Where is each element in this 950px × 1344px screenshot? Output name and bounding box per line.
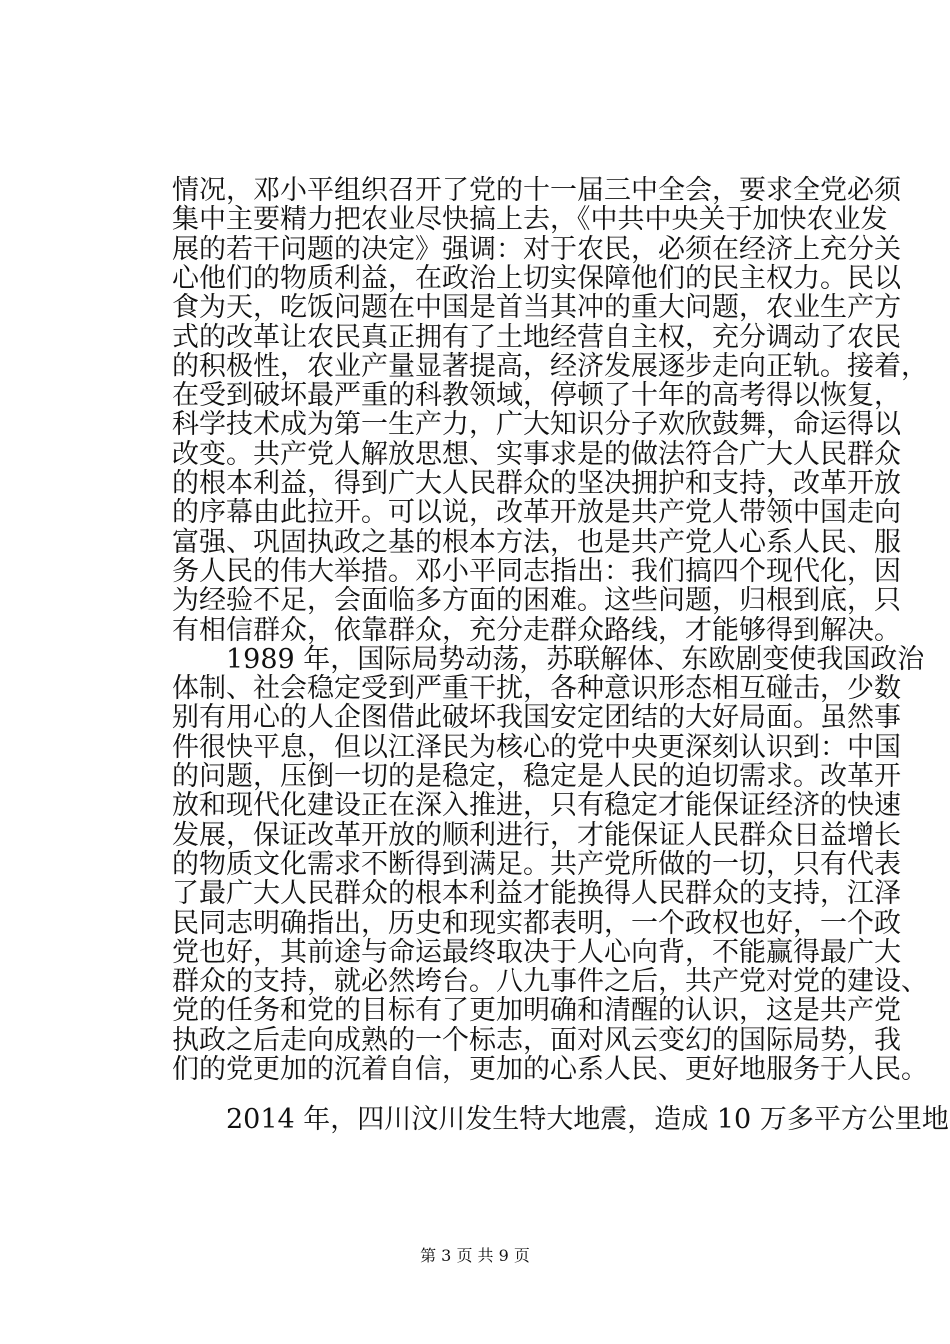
text-line: 1989 年，国际局势动荡，苏联解体、东欧剧变使我国政治	[226, 643, 925, 675]
text-line: 为经验不足，会面临多方面的困难。这些问题，归根到底，只	[172, 585, 901, 617]
text-line: 了最广大人民群众的根本利益才能换得人民群众的支持，江泽	[172, 878, 901, 910]
text-line: 务人民的伟大举措。邓小平同志指出：我们搞四个现代化，因	[172, 555, 901, 587]
text-line: 党也好，其前途与命运最终取决于人心向背，不能赢得最广大	[172, 936, 901, 968]
text-line: 的物质文化需求不断得到满足。共产党所做的一切，只有代表	[172, 848, 901, 880]
text-line: 食为天，吃饭问题在中国是首当其冲的重大问题，农业生产方	[172, 292, 901, 324]
text-line: 情况，邓小平组织召开了党的十一届三中全会，要求全党必须	[172, 175, 901, 206]
text-line: 富强、巩固执政之基的根本方法，也是共产党人心系人民、服	[172, 526, 901, 558]
text-line: 民同志明确指出，历史和现实都表明，一个政权也好，一个政	[172, 907, 901, 939]
text-line: 发展，保证改革开放的顺利进行，才能保证人民群众日益增长	[172, 819, 901, 851]
text-line: 2014 年，四川汶川发生特大地震，造成 10 万多平方公里地	[226, 1104, 949, 1136]
page-number-footer: 第 3 页 共 9 页	[420, 1246, 530, 1265]
text-line: 的序幕由此拉开。可以说，改革开放是共产党人带领中国走向	[172, 497, 901, 529]
text-line: 式的改革让农民真正拥有了土地经营自主权，充分调动了农民	[172, 321, 901, 353]
text-line: 展的若干问题的决定》强调：对于农民，必须在经济上充分关	[172, 233, 901, 265]
text-line: 执政之后走向成熟的一个标志，面对风云变幻的国际局势，我	[172, 1024, 901, 1056]
text-line: 们的党更加的沉着自信，更加的心系人民、更好地服务于人民。	[172, 1054, 928, 1085]
text-line: 集中主要精力把农业尽快搞上去，《中共中央关于加快农业发	[172, 204, 888, 236]
text-line: 科学技术成为第一生产力，广大知识分子欢欣鼓舞，命运得以	[172, 409, 901, 441]
text-line: 体制、社会稳定受到严重干扰，各种意识形态相互碰击，少数	[172, 673, 901, 705]
text-line: 改变。共产党人解放思想、实事求是的做法符合广大人民群众	[172, 438, 901, 470]
text-line: 群众的支持，就必然垮台。八九事件之后，共产党对党的建设、	[172, 966, 928, 998]
text-line: 件很快平息，但以江泽民为核心的党中央更深刻认识到：中国	[172, 731, 901, 763]
text-line: 有相信群众，依靠群众，充分走群众路线，才能够得到解决。	[172, 614, 901, 646]
text-line: 放和现代化建设正在深入推进，只有稳定才能保证经济的快速	[172, 790, 901, 822]
text-line: 在受到破坏最严重的科教领域，停顿了十年的高考得以恢复，	[172, 380, 901, 412]
text-line: 心他们的物质利益，在政治上切实保障他们的民主权力。民以	[172, 262, 901, 294]
text-line: 党的任务和党的目标有了更加明确和清醒的认识，这是共产党	[172, 995, 901, 1027]
text-line: 的根本利益，得到广大人民群众的坚决拥护和支持，改革开放	[172, 468, 901, 499]
text-line: 的问题，压倒一切的是稳定，稳定是人民的迫切需求。改革开	[172, 761, 901, 792]
text-line: 别有用心的人企图借此破坏我国安定团结的大好局面。虽然事	[172, 702, 901, 734]
text-line: 的积极性，农业产量显著提高，经济发展逐步走向正轨。接着，	[172, 350, 928, 382]
